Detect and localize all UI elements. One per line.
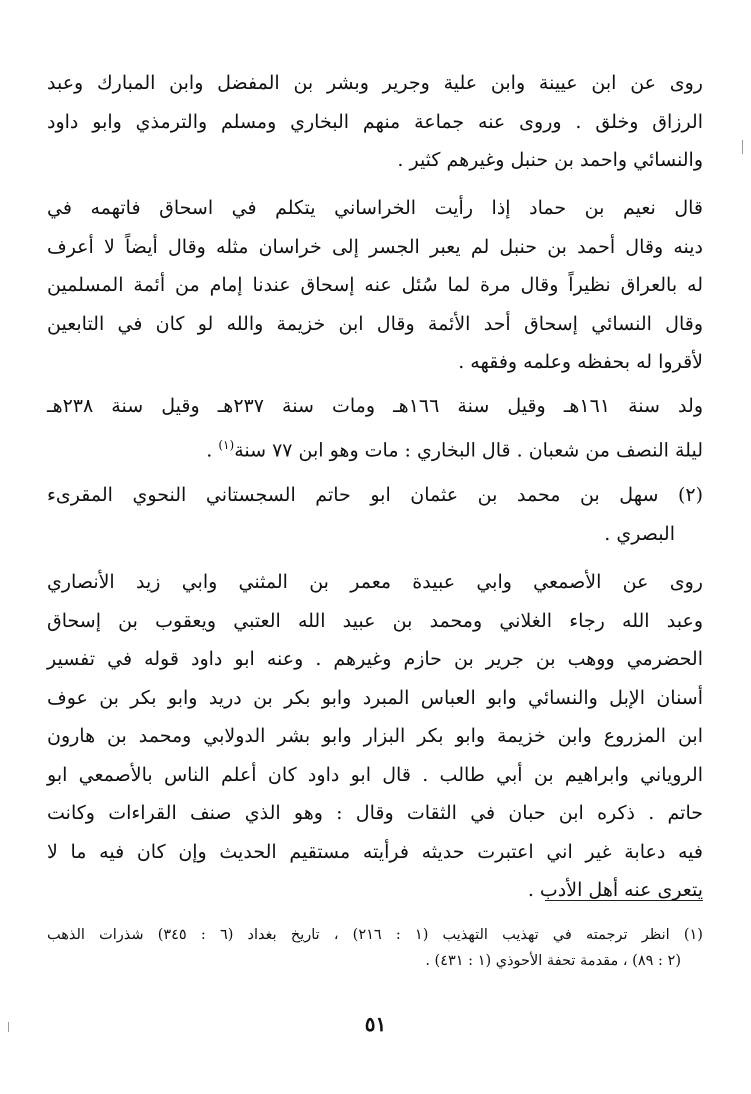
footnote-line: (١) انظر ترجمته في تهذيب التهذيب (١ : ٢١٦) ، تاريخ بغداد (٦ : ٣٤٥) شذرات الذهب	[47, 927, 703, 943]
paragraph-narrators-of-sahl	[47, 563, 703, 910]
text-line: الروياني وابراهيم بن أبي طالب . قال ابو داود كان أعلم الناس بالأصمعي ابو	[47, 763, 703, 786]
paragraph-birth-death	[47, 387, 703, 469]
footnote-divider	[545, 900, 703, 901]
text-line: قال نعيم بن حماد إذا رأيت الخراساني يتكلم في اسحاق فاتهمه في	[47, 197, 703, 219]
page-number: ٥١	[364, 1012, 387, 1036]
text-line: لأقروا له بحفظه وعلمه وفقهه .	[458, 351, 703, 373]
text-line: روى عن الأصمعي وابي عبيدة معمر بن المثني وابي زيد الأنصاري	[47, 571, 703, 593]
text-line	[47, 426, 703, 470]
entry-heading-sahl	[47, 476, 703, 553]
text-line: ولد سنة ١٦١هـ وقيل سنة ١٦٦هـ ومات سنة ٢٣٧هـ وقيل سنة ٢٣٨هـ	[47, 395, 703, 417]
text-line: وعبد الله رجاء الغلاني ومحمد بن عبيد الله العتبي ويعقوب بن إسحاق	[47, 609, 703, 632]
entry-title-line: البصري .	[604, 522, 675, 545]
text-line: له بالعراق نظيراً وقال مرة لما سُئل عنه إسحاق عندنا إمام من أئمة المسلمين	[47, 274, 703, 296]
text-line: الحضرمي ووهب بن جرير بن حازم وغيرهم . وعنه ابو داود قوله في تفسير	[47, 648, 703, 670]
text-line: دينه وقال أحمد بن حنبل لم يعبر الجسر إلى خراسان مثله وقال أيضاً لا أعرف	[47, 235, 703, 258]
text-line: حاتم . ذكره ابن حبان في الثقات وقال : وهو الذي صنف القراءات وكانت	[47, 802, 703, 824]
footnote	[47, 922, 703, 974]
paragraph-narrators-of-ishaq	[47, 64, 703, 180]
scan-edge-mark	[742, 140, 743, 154]
text-line: يتعرى عنه أهل الأدب .	[527, 879, 703, 901]
scan-edge-mark	[8, 1022, 9, 1032]
text-line: فيه دعابة غير اني اعتبرت حديثه فرأيته مستقيم الحديث وإن كان فيه ما لا	[47, 840, 703, 863]
text-line: الرزاق وخلق . وروى عنه جماعة منهم البخاري ومسلم والترمذي وابو داود	[47, 110, 703, 133]
text-line: ابن المزروع وابن خزيمة وابو بكر البزار وابو بشر الدولابي ومحمد بن هارون	[47, 725, 703, 747]
text-line: وقال النسائي إسحاق أحد الأئمة وقال ابن خزيمة والله لو كان في التابعين	[47, 312, 703, 335]
footnote-reference: (١)	[218, 437, 235, 452]
paragraph-praise-of-ishaq	[47, 189, 703, 382]
footnote-line: (٢ : ٨٩) ، مقدمة تحفة الأحوذي (١ : ٤٣١) .	[425, 953, 681, 969]
text-line-body: ليلة النصف من شعبان . قال البخاري : مات وهو ابن ٧٧ سنة	[234, 438, 703, 461]
entry-title-line: (٢) سهل بن محمد بن عثمان ابو حاتم السجستاني النحوي المقرىء	[47, 484, 703, 506]
text-line-end: .	[206, 438, 219, 461]
text-line: أسنان الإبل والنسائي وابو العباس المبرد وابو بكر بن دريد وابو بكر بن عوف	[47, 686, 703, 709]
text-line: والنسائي واحمد بن حنبل وغيرهم كثير .	[397, 149, 703, 171]
text-line: روى عن ابن عيينة وابن علية وجرير وبشر بن المفضل وابن المبارك وعبد	[47, 72, 703, 94]
